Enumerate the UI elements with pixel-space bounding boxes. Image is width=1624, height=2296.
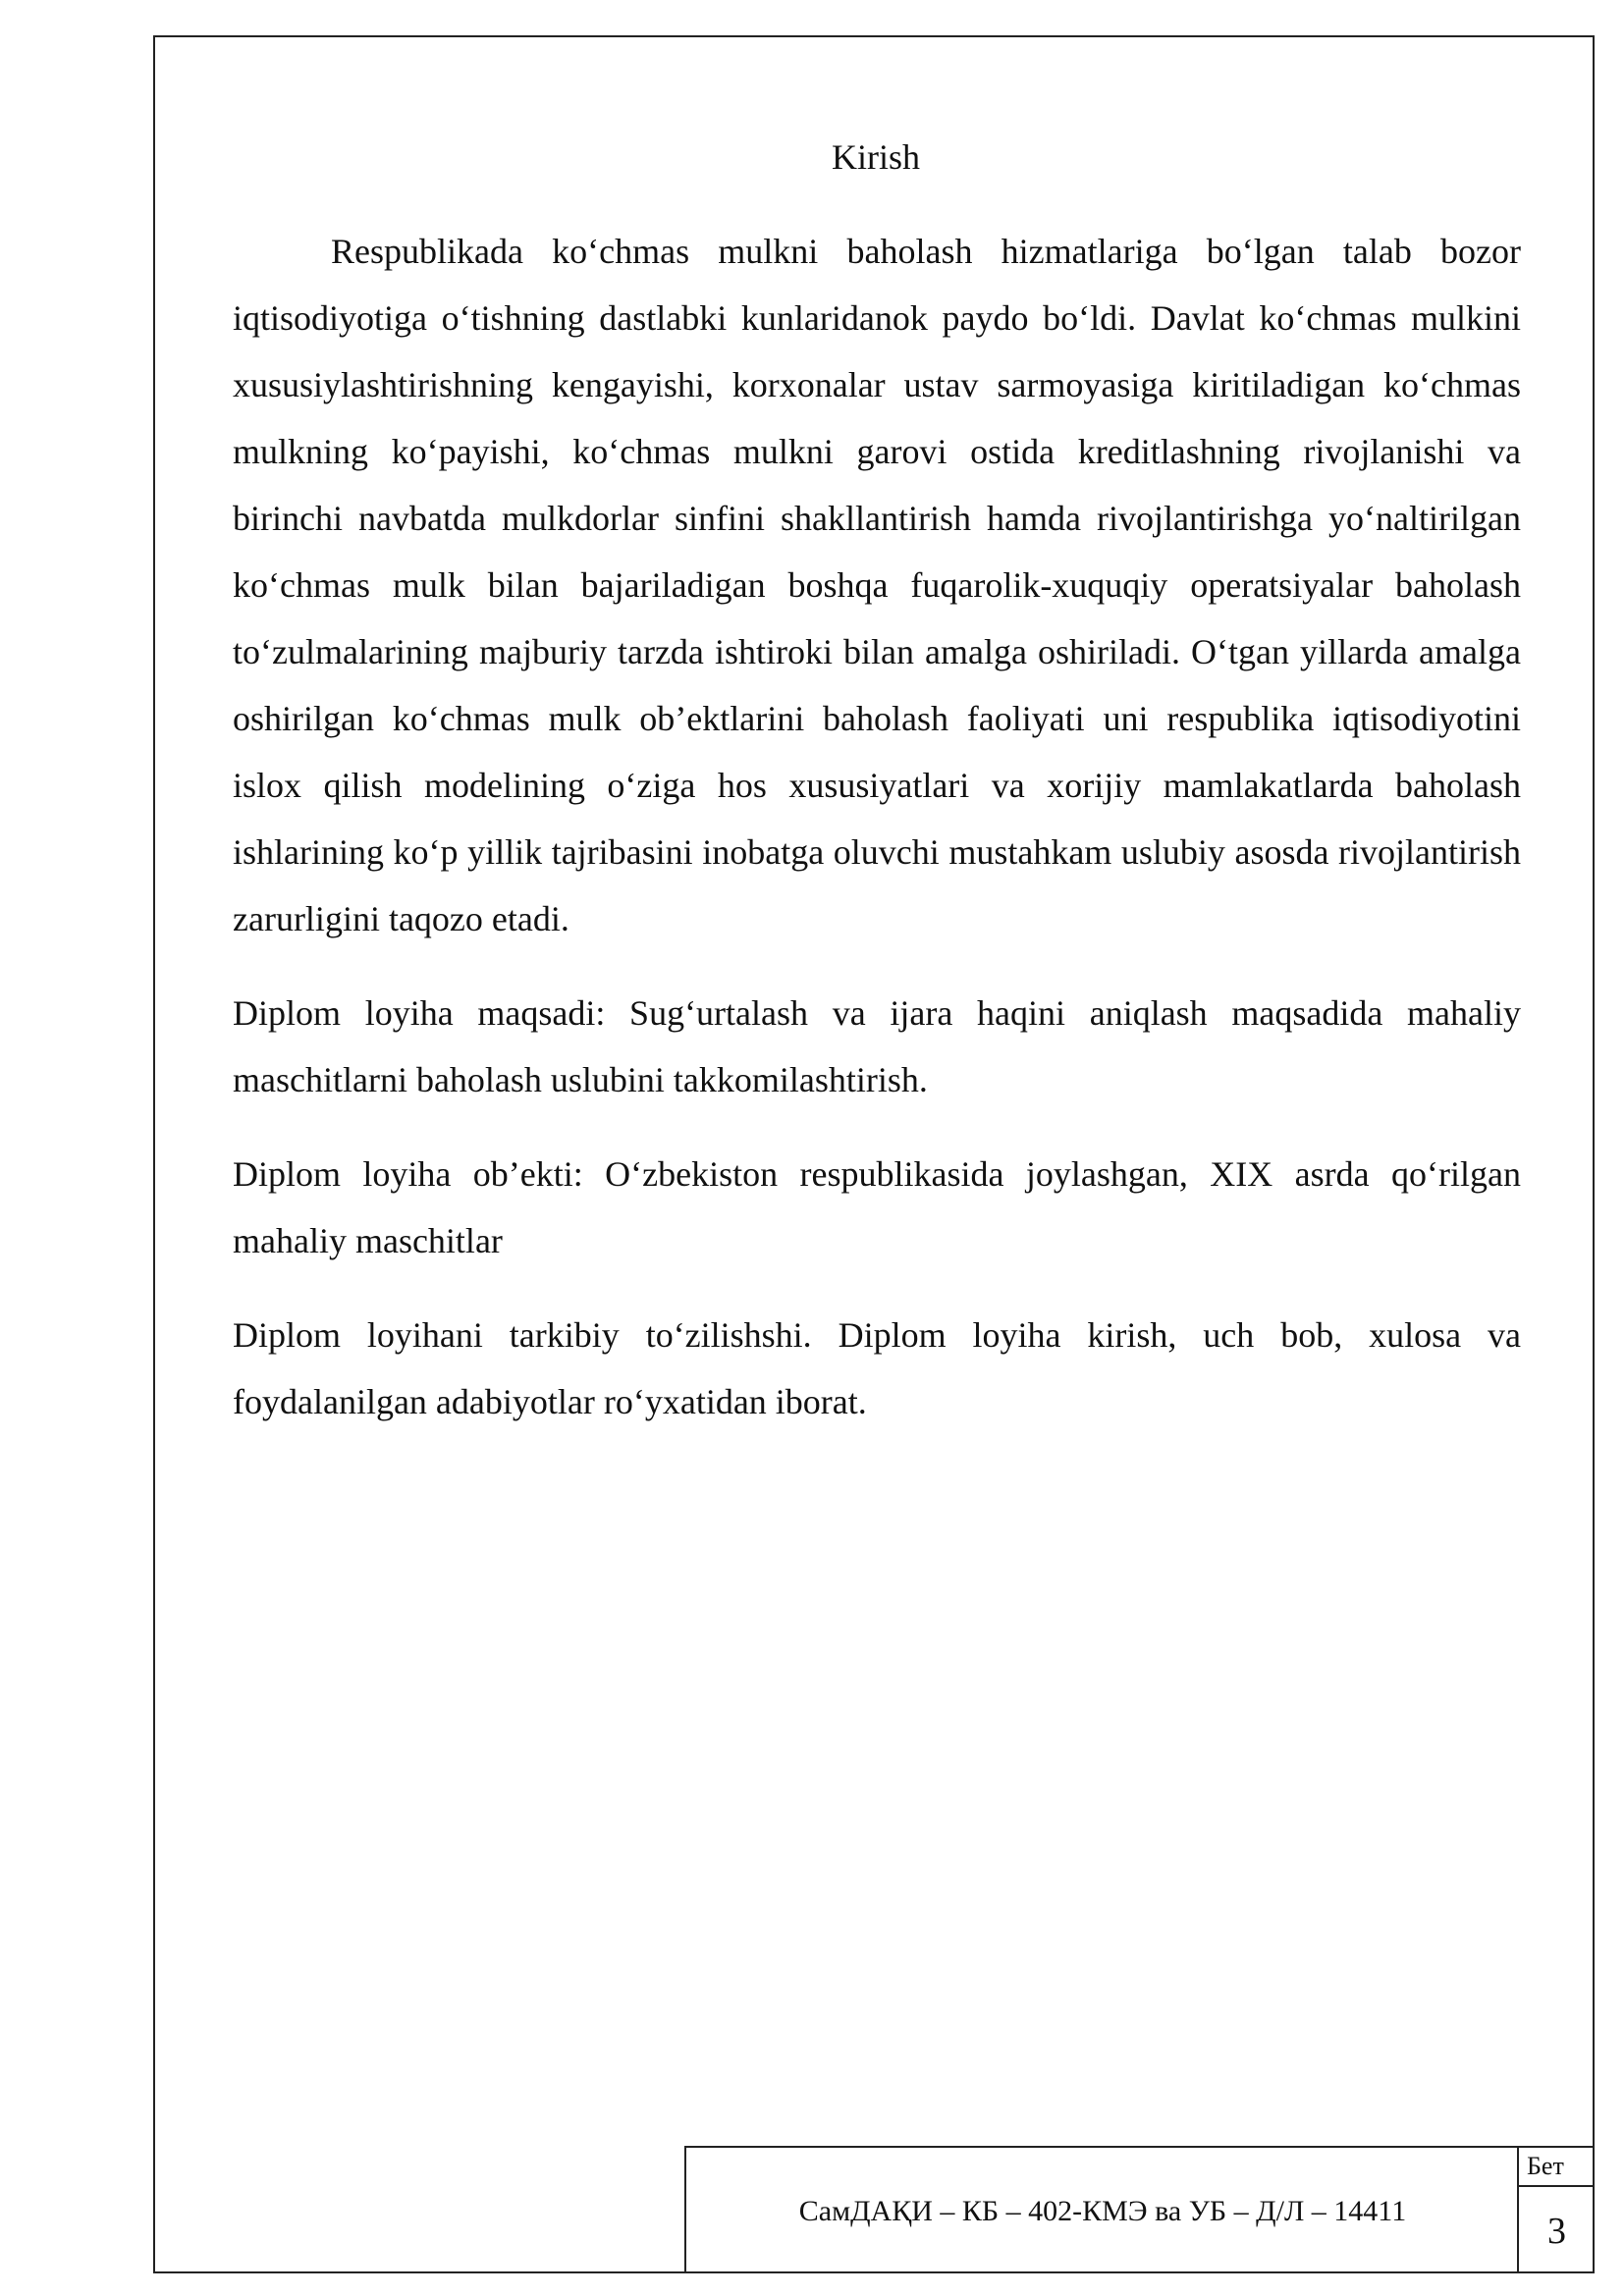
title-block xyxy=(684,2146,1517,2273)
object-paragraph: Diplom loyiha ob’ekti: O‘zbekiston respublikasida joylashgan, XIX asrda qo‘rilgan mahaliy maschitlar xyxy=(233,1154,1521,1260)
document-body xyxy=(233,218,1521,1463)
goal-paragraph: Diplom loyiha maqsadi: Sug‘urtalash va ijara haqini aniqlash maqsadida mahaliy maschitlarni baholash uslubini takkomilashtirish. xyxy=(233,993,1521,1099)
document-code: СамДАҚИ – КБ – 402-КМЭ ва УБ – Д/Л – 14411 xyxy=(798,2195,1407,2227)
page-label: Бет xyxy=(1519,2148,1595,2187)
structure-paragraph: Diplom loyihani tarkibiy to‘zilishshi. Diplom loyiha kirish, uch bob, xulosa va foydalanilgan adabiyotlar ro‘yxatidan iborat. xyxy=(233,1315,1521,1421)
intro-paragraph: Respublikada ko‘chmas mulkni baholash hizmatlariga bo‘lgan talab bozor iqtisodiyotiga o‘tishning dastlabki kunlaridanok paydo bo‘ldi. Davlat ko‘chmas mulkini xususiylashtirishning kengayishi, korxonalar ustav sarmoyasiga kiritiladigan ko‘chmas mulkning ko‘payishi, ko‘chmas mulkni garovi ostida kreditlashning rivojlanishi va birinchi navbatda mulkdorlar sinfini shakllantirish hamda rivojlantirishga yo‘naltirilgan ko‘chmas mulk bilan bajariladigan boshqa fuqarolik-xuquqiy operatsiyalar baholash to‘zulmalarining majburiy tarzda ishtiroki bilan amalga oshiriladi. O‘tgan yillarda amalga oshirilgan ko‘chmas mulk ob’ektlarini baholash faoliyati uni respublika iqtisodiyotini islox qilish modelining o‘ziga hos xususiyatlari va xorijiy mamlakatlarda baholash ishlarining ko‘p yillik tajribasini inobatga oluvchi mustahkam uslubiy asosda rivojlantirish zarurligini taqozo etadi. xyxy=(233,232,1521,938)
page-title: Kirish xyxy=(832,137,920,177)
page-number: 3 xyxy=(1547,2211,1566,2252)
page-number-box xyxy=(1517,2146,1595,2273)
